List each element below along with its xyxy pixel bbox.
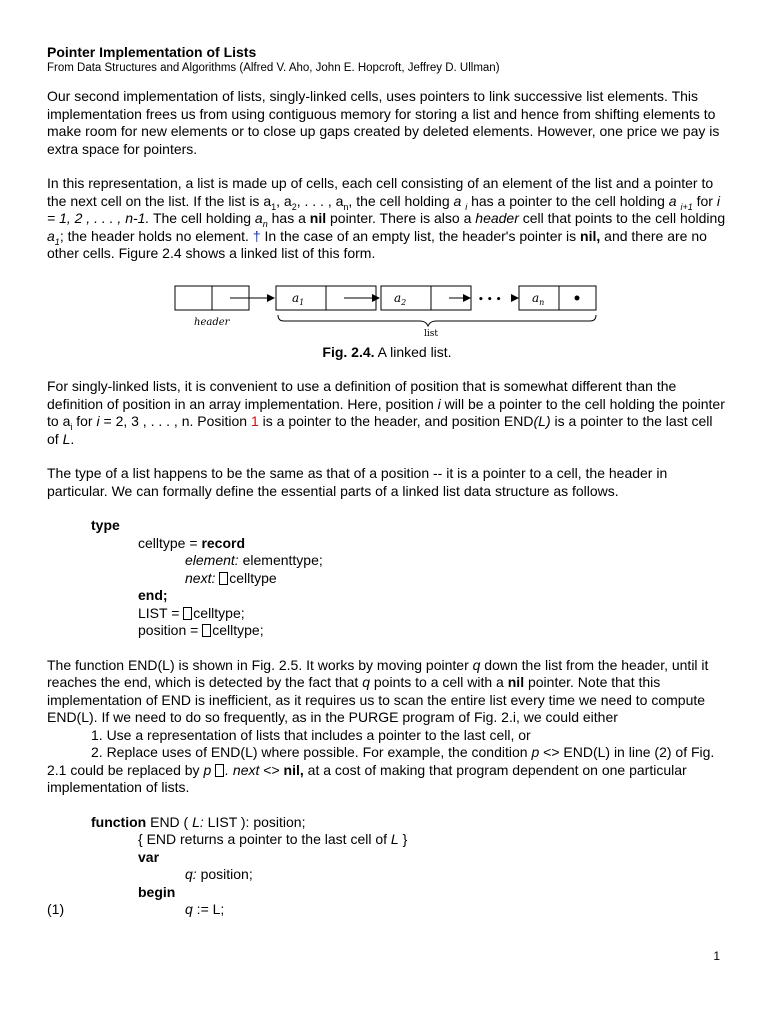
pointer-symbol-icon	[219, 572, 228, 585]
dagger-footnote: †	[252, 227, 261, 244]
list-brace	[278, 315, 596, 326]
figure-caption: Fig. 2.4. A linked list.	[322, 343, 452, 360]
paragraph-representation: In this representation, a list is made up of cells, each cell consisting of an element of the list and a pointer to the next cell on the list. If the list is $a_1$, $a_2$, . . . , $a_n$, the cell holding a $_i$ has a pointer to the cell holding a $_{i+1}$ for i = 1, 2 , . . . , n-1. The cell holding $a_n$ has a nil pointer. There is also a header cell that points to the cell holding $a_1$; the header holds no element. † In the case of an empty list, the header's pointer is nil, and there are no other cells. Figure 2.4 shows a linked list of this form.	[47, 175, 726, 261]
header-cell-left	[175, 286, 212, 310]
paragraph-intro: Our second implementation of lists, singly-linked cells, uses pointers to link successive list elements. This implementation frees us from using contiguous memory for storing a list and hence from shifting elements to make room for new elements or to close up gaps created by deleted elements. However, one price we pay is extra space for pointers.	[47, 88, 720, 157]
pointer-symbol-icon	[183, 607, 192, 620]
document-source: From Data Structures and Algorithms (Alfred V. Aho, John E. Hopcroft, Jeffrey D. Ullman)	[47, 62, 500, 74]
nil-dot	[575, 295, 580, 300]
list-label: list	[424, 328, 438, 338]
nil-keyword: nil	[309, 210, 327, 226]
header-term: header	[475, 210, 519, 226]
keyword-type: type	[91, 517, 120, 533]
pointer-symbol-icon	[202, 624, 211, 637]
paragraph-position: For singly-linked lists, it is convenient to use a definition of position that is somewhat different than the definition of position in an array implementation. Here, position i will be a pointer to the cell holding the pointer to $a_i$ for i = 2, 3 , . . . , n. Position 1 is a pointer to the header, and position END(L) is a pointer to the last cell of L.	[47, 378, 725, 447]
type-declaration-code: type celltype = record element: elementtype; next: celltype end; LIST = celltype; position = celltype;	[91, 517, 323, 638]
page-number: 1	[713, 949, 720, 963]
list-item-2: 2. Replace uses of END(L) where possible. For example, the condition p <> END(L) in line (2) of Fig. 2.1 could be replaced by p . next <> nil, at a cost of making that program dependent on one particular implementation of lists.	[47, 744, 715, 795]
line-number: (1)	[47, 901, 65, 917]
position-one: 1	[250, 413, 259, 429]
linked-list-figure	[47, 280, 727, 338]
document-title: Pointer Implementation of Lists	[47, 44, 257, 60]
linked-list-diagram	[172, 280, 602, 338]
cell-a1-label: $a_1$	[292, 290, 305, 307]
document-page	[47, 44, 727, 919]
list-item-1: 1. Use a representation of lists that includes a pointer to the last cell, or	[91, 726, 531, 743]
cell-a2-label: $a_2$	[394, 290, 407, 307]
header-label: header	[194, 316, 230, 328]
ellipsis: • • •	[478, 294, 502, 305]
cell-an-label: $a_n$	[532, 290, 545, 307]
paragraph-end-function: The function END(L) is shown in Fig. 2.5. It works by moving pointer q down the list from the header, until it reaches the end, which is detected by the fact that q points to a cell with a nil pointer. Note that this implementation of END is inefficient, as it requires us to scan the entire list every time we need to compute END(L). If we need to do so frequently, as in the PURGE program of Fig. 2.i, we could either	[47, 656, 709, 725]
pointer-symbol-icon	[215, 764, 224, 777]
paragraph-type: The type of a list happens to be the same as that of a position -- it is a pointer to a cell, the header in particular. We can formally define the essential parts of a linked list data structure as follows.	[47, 465, 668, 499]
end-function-code: function END ( L: LIST ): position; { END returns a pointer to the last cell of L } var q: position; begin (1) q := L;	[47, 813, 408, 917]
